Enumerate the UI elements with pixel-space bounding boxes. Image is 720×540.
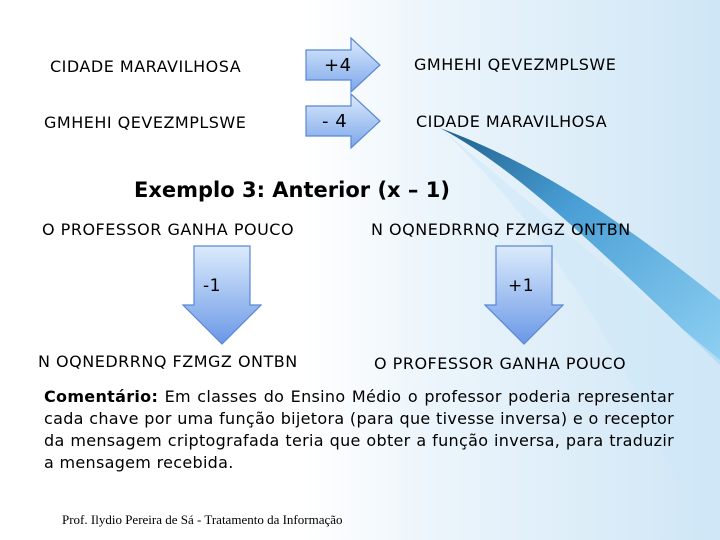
comment-label: Comentário:: [44, 387, 159, 406]
example-heading: Exemplo 3: Anterior (x – 1): [134, 178, 450, 202]
example2-top-text: N OQNEDRRNQ FZMGZ ONTBN: [371, 220, 631, 239]
row2-operator: - 4: [322, 111, 348, 132]
example1-operator: -1: [203, 276, 221, 296]
row1-operator: +4: [324, 55, 352, 76]
example2-operator: +1: [508, 276, 535, 296]
row1-right-text: GMHEHI QEVEZMPLSWE: [414, 55, 617, 74]
example1-top-text: O PROFESSOR GANHA POUCO: [42, 220, 295, 239]
row2-left-text: GMHEHI QEVEZMPLSWE: [44, 113, 247, 132]
down-arrow-icon: [182, 245, 262, 345]
comment-paragraph: [44, 386, 674, 474]
example2-bottom-text: O PROFESSOR GANHA POUCO: [374, 354, 627, 373]
row2-right-text: CIDADE MARAVILHOSA: [416, 112, 608, 131]
footer-credit: Prof. Ilydio Pereira de Sá - Tratamento da Informação: [62, 512, 343, 527]
example1-bottom-text: N OQNEDRRNQ FZMGZ ONTBN: [38, 352, 298, 371]
comment-text: Em classes do Ensino Médio o professor poderia representar cada chave por uma função bijetora (para que tivesse inversa) e o receptor da mensagem criptografada teria que obter a função inversa, para traduzir a mensagem recebida.: [44, 387, 674, 472]
row1-left-text: CIDADE MARAVILHOSA: [50, 57, 242, 76]
